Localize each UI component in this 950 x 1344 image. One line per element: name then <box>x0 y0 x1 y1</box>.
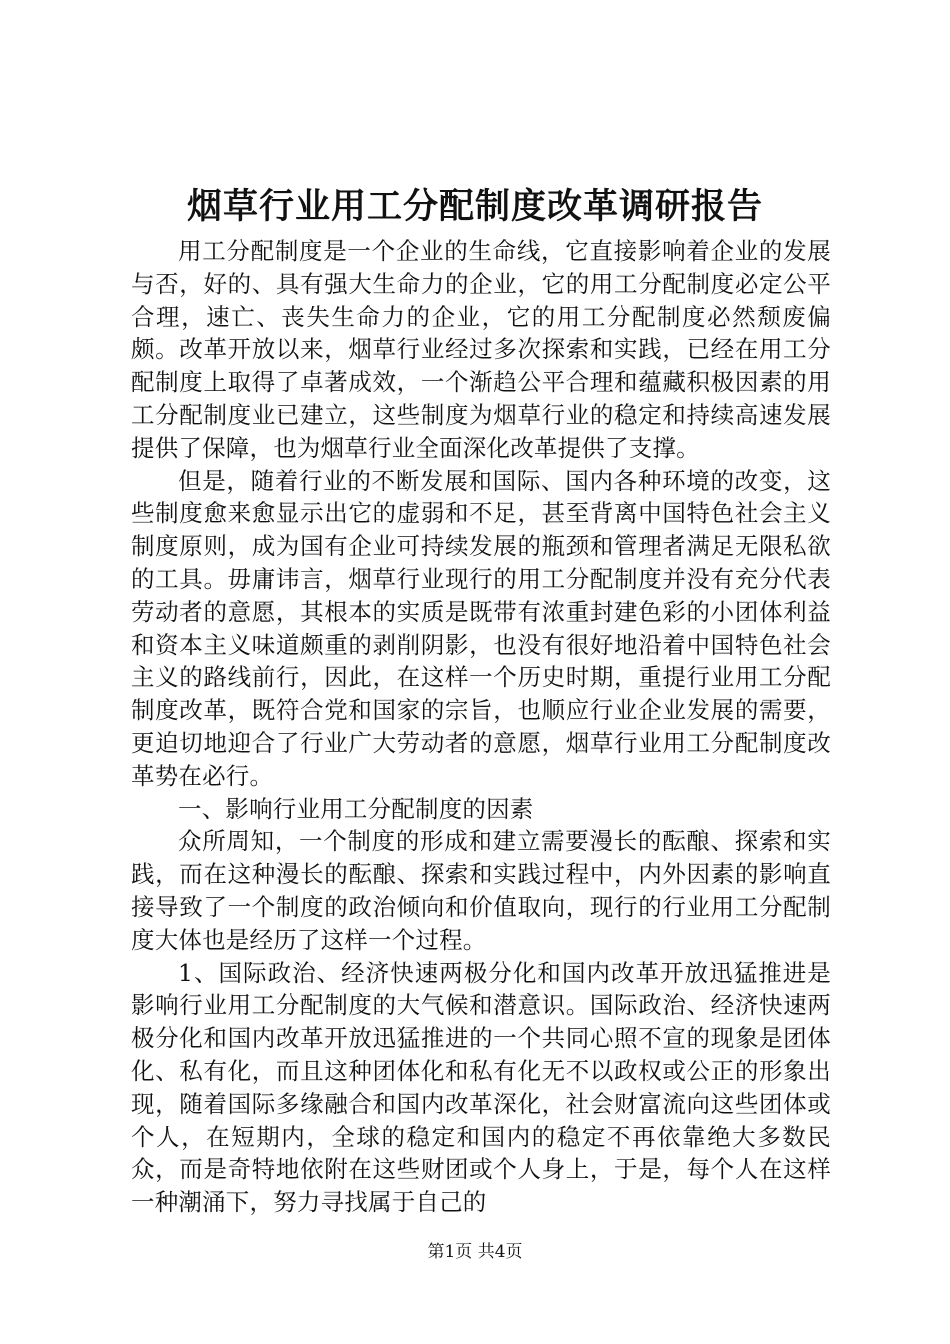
section-heading-factors: 一、影响行业用工分配制度的因素 <box>178 794 534 823</box>
document-title: 烟草行业用工分配制度改革调研报告 <box>186 186 763 227</box>
paragraph-background: 但是，随着行业的不断发展和国际、国内各种环境的改变，这些制度愈来愈显示出它的虚弱和不足，甚至背离中国特色社会主义制度原则，成为国有企业可持续发展的瓶颈和管理者满足无限私欲的工具。毋庸讳言，烟草行业现行的用工分配制度并没有充分代表劳动者的意愿，其根本的实质是既带有浓重封建色彩的小团体利益和资本主义味道颇重的剥削阴影，也没有很好地沿着中国特色社会主义的路线前行，因此，在这样一个历史时期，重提行业用工分配制度改革，既符合党和国家的宗旨，也顺应行业企业发展的需要，更迫切地迎合了行业广大劳动者的意愿，烟草行业用工分配制度改革势在必行。 <box>131 466 831 790</box>
paragraph-factors-overview: 众所周知，一个制度的形成和建立需要漫长的酝酿、探索和实践，而在这种漫长的酝酿、探索和实践过程中，内外因素的影响直接导致了一个制度的政治倾向和价值取向，现行的行业用工分配制度大体也是经历了这样一个过程。 <box>131 827 831 954</box>
paragraph-factor-1: 1、国际政治、经济快速两极分化和国内改革开放迅猛推进是影响行业用工分配制度的大气候和潜意识。国际政治、经济快速两极分化和国内改革开放迅猛推进的一个共同心照不宣的现象是团体化、私有化，而且这种团体化和私有化无不以政权或公正的形象出现，随着国际多缘融合和国内改革深化，社会财富流向这些团体或个人，在短期内，全球的稳定和国内的稳定不再依靠绝大多数民众，而是奇特地依附在这些财团或个人身上，于是，每个人在这样一种潮涌下，努力寻找属于自己的 <box>131 958 831 1217</box>
document-body <box>131 235 831 1219</box>
paragraph-intro: 用工分配制度是一个企业的生命线，它直接影响着企业的发展与否，好的、具有强大生命力的企业，它的用工分配制度必定公平合理，速亡、丧失生命力的企业，它的用工分配制度必然颓废偏颇。改革开放以来，烟草行业经过多次探索和实践，已经在用工分配制度上取得了卓著成效，一个渐趋公平合理和蕴藏积极因素的用工分配制度业已建立，这些制度为烟草行业的稳定和持续高速发展提供了保障，也为烟草行业全面深化改革提供了支撑。 <box>131 237 831 462</box>
page-footer: 第1页 共4页 <box>427 1242 523 1262</box>
